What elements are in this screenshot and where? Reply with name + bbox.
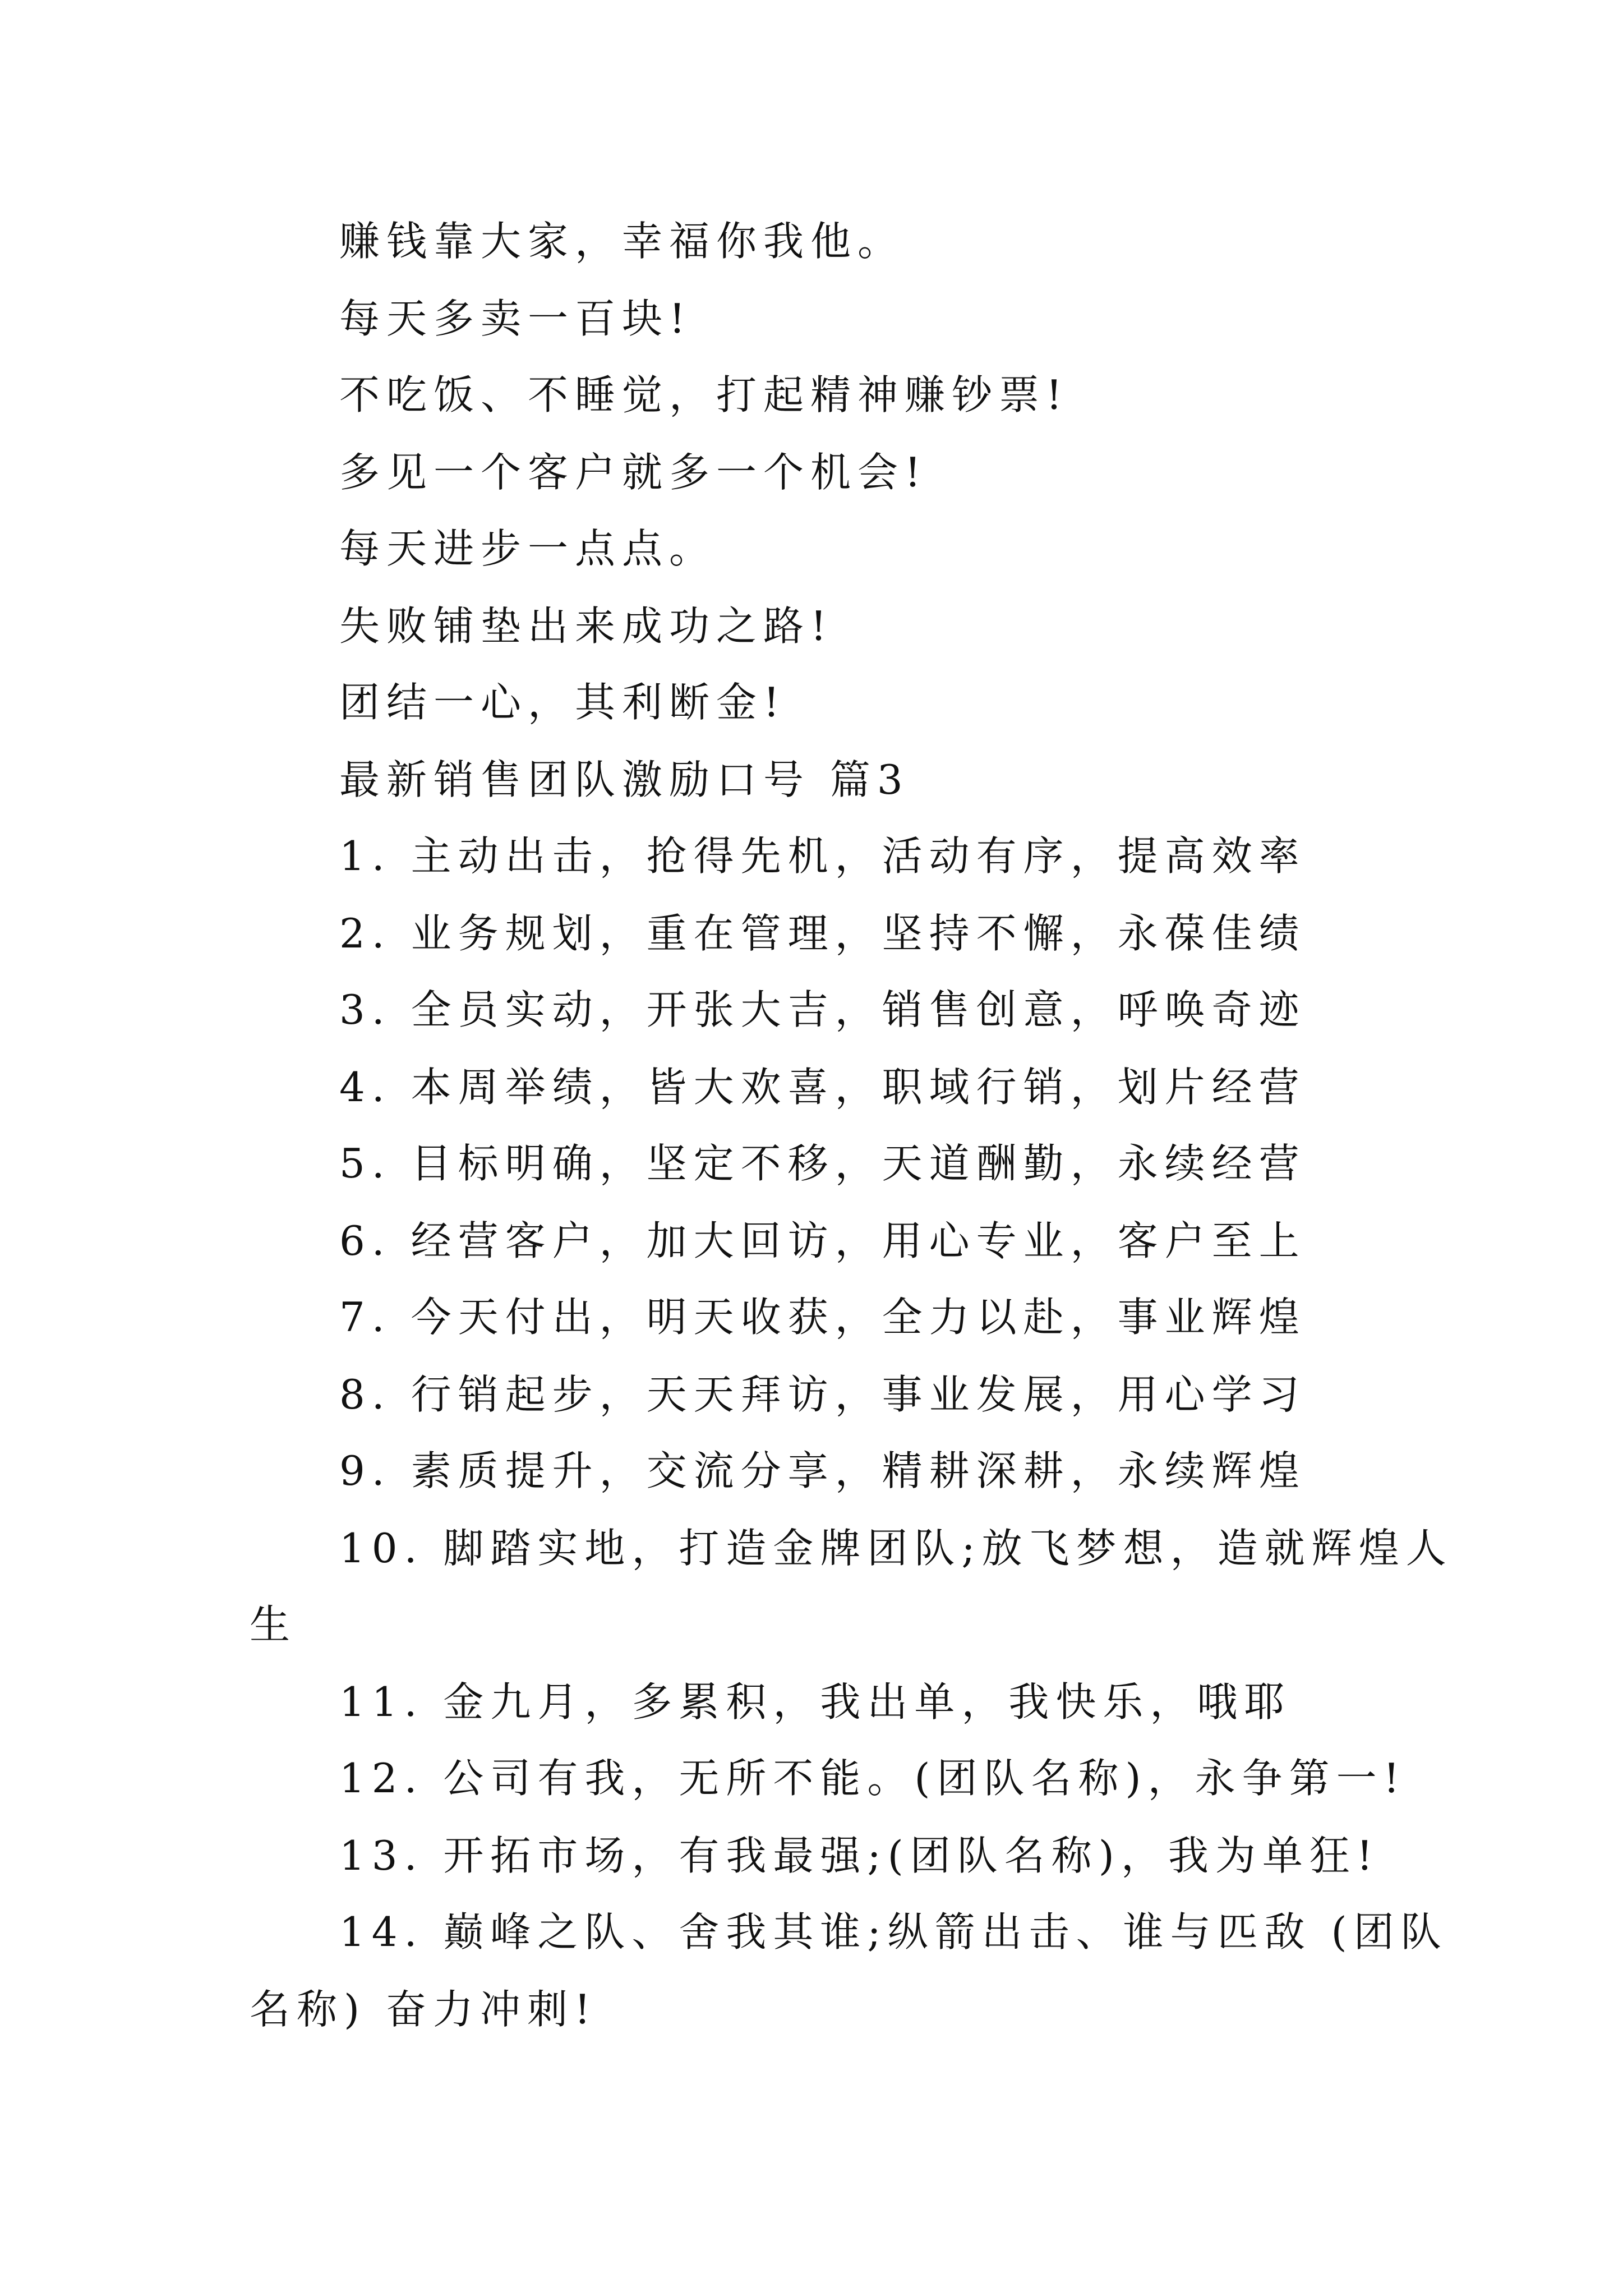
list-item: 14. 巅峰之队、舍我其谁;纵箭出击、谁与匹敌 (团队: [339, 1908, 1448, 1955]
list-item-continuation: 名称) 奋力冲刺!: [250, 1986, 597, 2033]
list-item: 5. 目标明确，坚定不移，天道酬勤，永续经营: [339, 1140, 1306, 1187]
list-item-continuation: 生: [250, 1601, 297, 1648]
list-item: 10. 脚踏实地，打造金牌团队;放飞梦想，造就辉煌人: [339, 1525, 1453, 1572]
list-item: 2. 业务规划，重在管理，坚持不懈，永葆佳绩: [339, 910, 1306, 957]
list-item: 4. 本周举绩，皆大欢喜，职域行销，划片经营: [339, 1064, 1306, 1111]
slogan-line: 团结一心，其利断金!: [339, 679, 786, 726]
slogan-line: 失败铺垫出来成功之路!: [339, 602, 833, 650]
list-item: 1. 主动出击，抢得先机，活动有序，提高效率: [339, 832, 1306, 880]
list-item: 6. 经营客户，加大回访，用心专业，客户至上: [339, 1217, 1306, 1264]
list-item: 12. 公司有我，无所不能。(团队名称)，永争第一!: [339, 1755, 1407, 1802]
slogan-line: 不吃饭、不睡觉，打起精神赚钞票!: [339, 371, 1069, 418]
section-heading: 最新销售团队激励口号 篇3: [339, 756, 910, 803]
list-item: 13. 开拓市场，有我最强;(团队名称)，我为单狂!: [339, 1832, 1380, 1879]
list-item: 7. 今天付出，明天收获，全力以赴，事业辉煌: [339, 1294, 1306, 1341]
list-item: 8. 行销起步，天天拜访，事业发展，用心学习: [339, 1371, 1306, 1418]
slogan-line: 多见一个客户就多一个机会!: [339, 449, 928, 496]
list-item: 3. 全员实动，开张大吉，销售创意，呼唤奇迹: [339, 986, 1306, 1033]
slogan-line: 赚钱靠大家，幸福你我他。: [339, 218, 905, 265]
list-item: 9. 素质提升，交流分享，精耕深耕，永续辉煌: [339, 1447, 1306, 1494]
slogan-line: 每天多卖一百块!: [339, 295, 692, 342]
list-item: 11. 金九月，多累积，我出单，我快乐，哦耶: [339, 1678, 1292, 1726]
slogan-line: 每天进步一点点。: [339, 525, 717, 572]
